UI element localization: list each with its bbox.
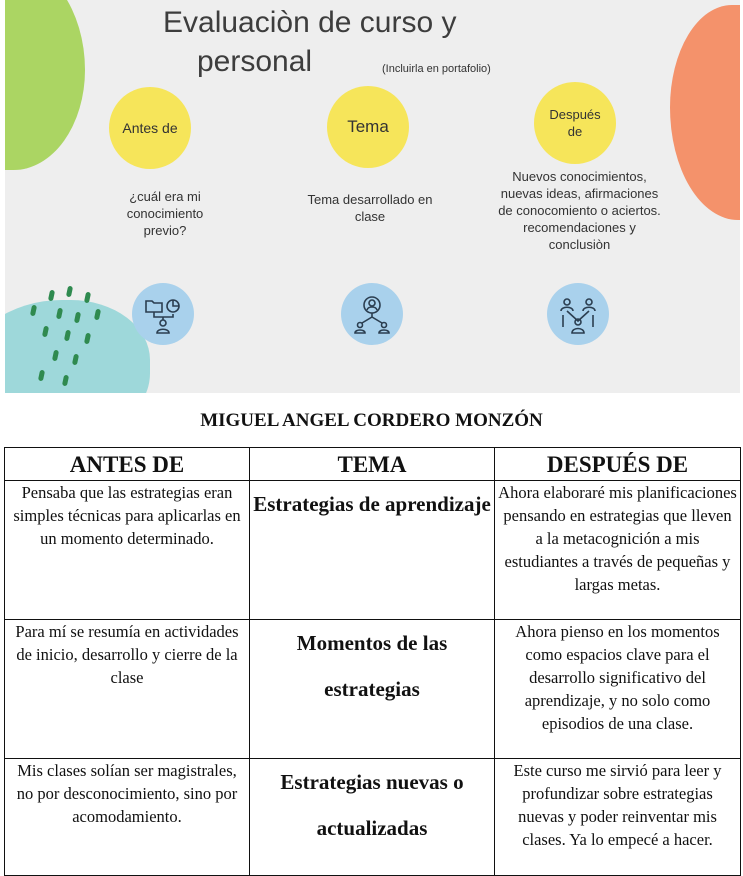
- cell-despues: Ahora elaboraré mis planificaciones pensando en estrategias que lleven a la metacognición a mis estudiantes a través de pequeñas y largas metas.: [495, 481, 741, 620]
- step-tema-description: Tema desarrollado en clase: [307, 192, 433, 224]
- header-antes-de: ANTES DE: [5, 448, 250, 481]
- header-tema: TEMA: [250, 448, 495, 481]
- cell-despues: Este curso me sirvió para leer y profundizar sobre estrategias nuevas y poder reinventar mis clases. Ya lo empecé a hacer.: [495, 759, 741, 876]
- step-antes-description: ¿cuál era mi conocimiento previo?: [126, 189, 204, 238]
- table-row: [5, 620, 741, 759]
- evaluation-banner: [5, 0, 740, 393]
- cell-tema: Estrategias de aprendizaje: [250, 481, 495, 620]
- step-antes-label: Antes de: [122, 120, 178, 136]
- step-tema-label: Tema: [347, 117, 389, 136]
- header-despues-de: DESPUÉS DE: [495, 448, 741, 481]
- banner-subtitle: (Incluirla en portafolio): [382, 63, 491, 75]
- reflection-table: [4, 447, 741, 876]
- author-name: MIGUEL ANGEL CORDERO MONZÓN: [200, 410, 543, 431]
- step-despues-label: Después de: [549, 107, 601, 139]
- table-header-row: [5, 448, 741, 481]
- team-connect-icon: [547, 283, 609, 345]
- table-row: [5, 481, 741, 620]
- banner-title-continued: personal: [197, 45, 313, 78]
- flowchart-person-icon: [132, 283, 194, 345]
- cell-antes: Mis clases solían ser magistrales, no por desconocimiento, sino por acomodamiento.: [5, 759, 250, 876]
- table-row: [5, 759, 741, 876]
- cell-tema: Estrategias nuevas o actualizadas: [250, 759, 495, 876]
- cell-tema: Momentos de las estrategias: [250, 620, 495, 759]
- banner-title: Evaluaciòn de curso y: [163, 6, 457, 39]
- cell-despues: Ahora pienso en los momentos como espacios clave para el desarrollo significativo del aprendizaje, y no solo como episodios de una clase.: [495, 620, 741, 759]
- step-tema-circle: [327, 86, 409, 168]
- step-despues-description: Nuevos conocimientos, nuevas ideas, afirmaciones de conocomiento o aciertos. recomendaciones y conclusiòn: [498, 169, 661, 252]
- green-paint-blob: [5, 0, 85, 170]
- cell-antes: Para mí se resumía en actividades de inicio, desarrollo y cierre de la clase: [5, 620, 250, 759]
- person-network-icon: [341, 283, 403, 345]
- step-despues-circle: [534, 82, 616, 164]
- cell-antes: Pensaba que las estrategias eran simples técnicas para aplicarlas en un momento determinado.: [5, 481, 250, 620]
- step-antes-circle: [109, 87, 191, 169]
- orange-paint-blob: [670, 5, 740, 220]
